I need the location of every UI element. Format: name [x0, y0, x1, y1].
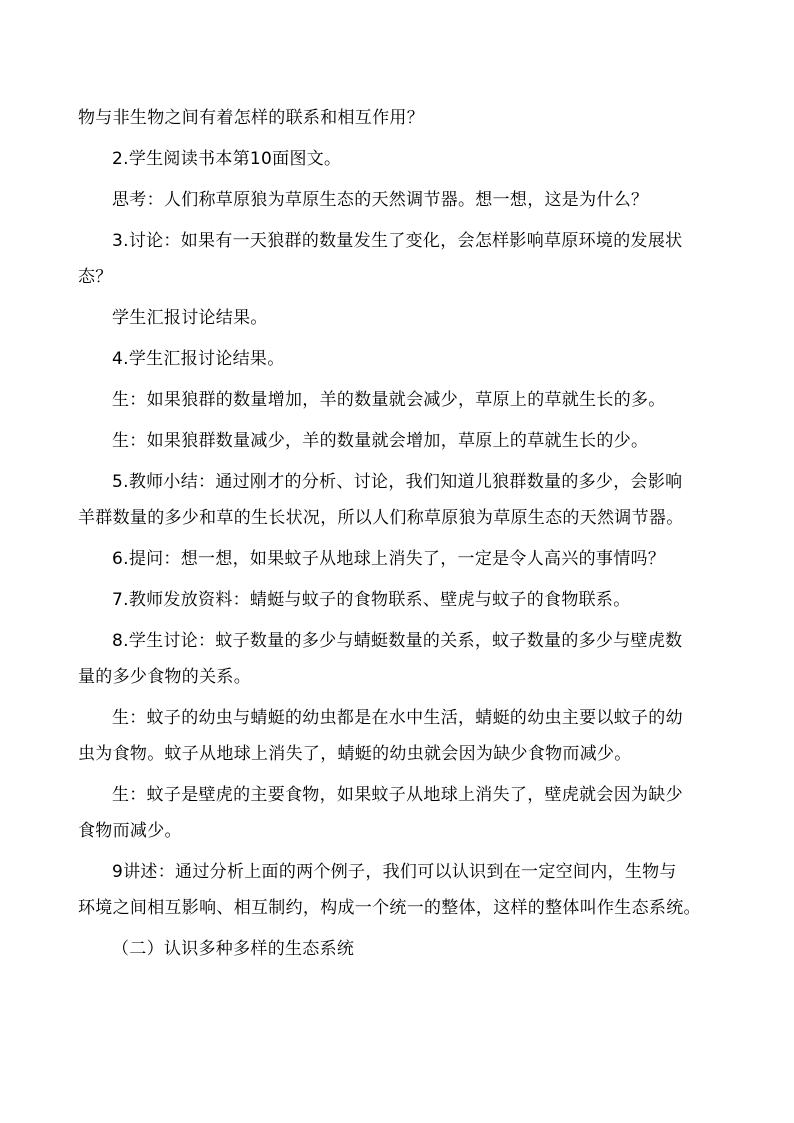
- paragraph-line: 3.讨论：如果有一天狼群的数量发生了变化，会怎样影响草原环境的发展状: [112, 231, 683, 251]
- paragraph-line: 7.教师发放资料：蜻蜓与蚊子的食物联系、壁虎与蚊子的食物联系。: [112, 590, 631, 610]
- paragraph-line: 生：如果狼群的数量增加，羊的数量就会减少，草原上的草就生长的多。: [112, 390, 666, 410]
- paragraph-line: 5.教师小结：通过刚才的分析、讨论，我们知道儿狼群数量的多少，会影响: [112, 472, 683, 492]
- paragraph-line: 2.学生阅读书本第10面图文。: [112, 149, 342, 169]
- section-heading: （二）认识多种多样的生态系统: [112, 939, 355, 959]
- paragraph-line: 生：蚊子是壁虎的主要食物，如果蚊子从地球上消失了，壁虎就会因为缺少: [112, 785, 683, 805]
- paragraph-line: 生：如果狼群数量减少，羊的数量就会增加，草原上的草就生长的少。: [112, 431, 649, 451]
- paragraph-line: 物与非生物之间有着怎样的联系和相互作用？: [78, 108, 424, 128]
- paragraph-line: 学生汇报讨论结果。: [112, 308, 268, 328]
- paragraph-line: 量的多少食物的关系。: [78, 667, 251, 687]
- paragraph-line: 生：蚊子的幼虫与蜻蜓的幼虫都是在水中生活，蜻蜓的幼虫主要以蚊子的幼: [112, 708, 683, 728]
- paragraph-line: 环境之间相互影响、相互制约，构成一个统一的整体，这样的整体叫作生态系统。: [78, 898, 701, 918]
- paragraph-line: 6.提问：想一想，如果蚊子从地球上消失了，一定是令人高兴的事情吗？: [112, 549, 666, 569]
- paragraph-line: 虫为食物。蚊子从地球上消失了，蜻蜓的幼虫就会因为缺少食物而减少。: [78, 744, 632, 764]
- paragraph-line: 思考：人们称草原狼为草原生态的天然调节器。想一想，这是为什么？: [112, 190, 649, 210]
- paragraph-line: 食物而减少。: [78, 821, 182, 841]
- paragraph-line: 9讲述：通过分析上面的两个例子，我们可以认识到在一定空间内，生物与: [112, 862, 677, 882]
- paragraph-line: 羊群数量的多少和草的生长状况，所以人们称草原狼为草原生态的天然调节器。: [78, 508, 684, 528]
- paragraph-line: 8.学生讨论：蚊子数量的多少与蜻蜓数量的关系，蚊子数量的多少与壁虎数: [112, 631, 683, 651]
- document-body: [78, 100, 718, 967]
- paragraph-line: 4.学生汇报讨论结果。: [112, 349, 285, 369]
- paragraph-line: 态？: [78, 267, 113, 287]
